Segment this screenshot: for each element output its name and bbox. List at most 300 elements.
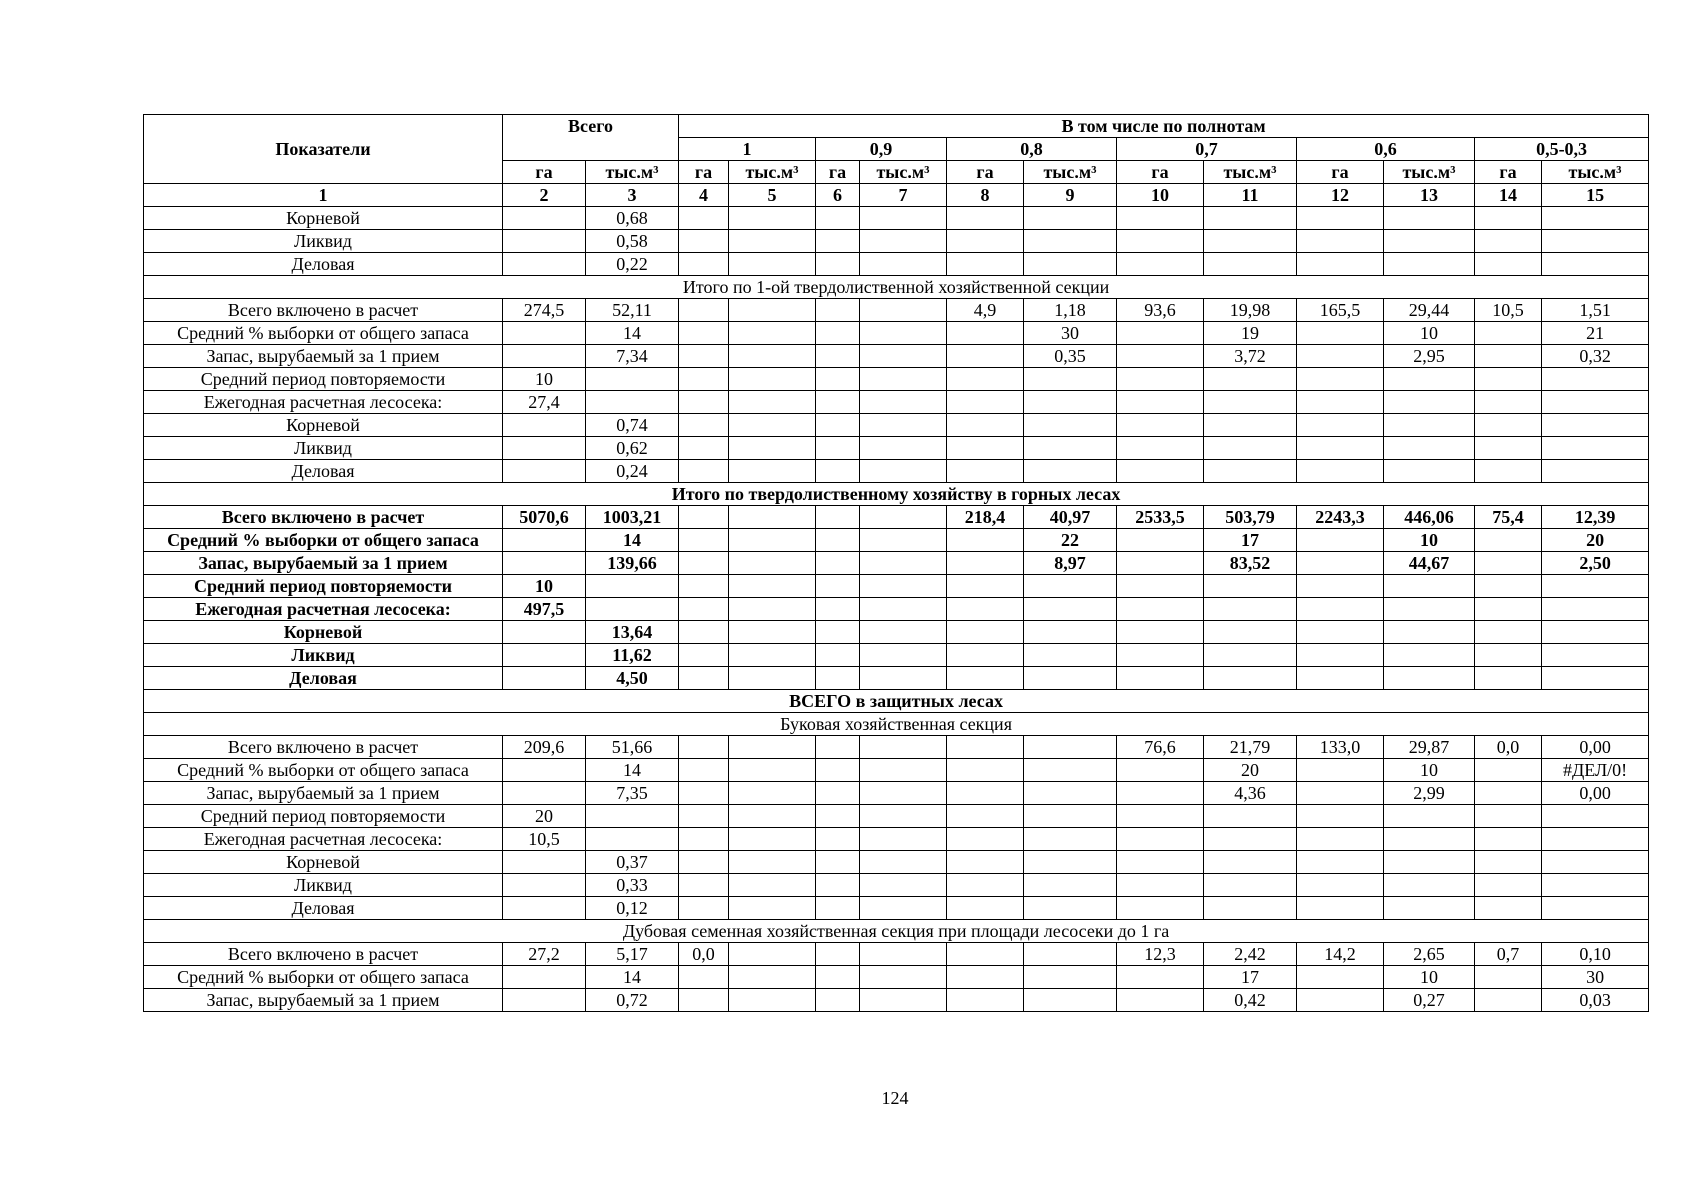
- column-number: 11: [1204, 184, 1297, 207]
- table-cell: 2533,5: [1117, 506, 1204, 529]
- table-cell: [1384, 575, 1475, 598]
- table-cell: [947, 644, 1024, 667]
- table-cell: 0,7: [1475, 943, 1542, 966]
- table-cell: [679, 253, 729, 276]
- density-header: 0,7: [1117, 138, 1297, 161]
- table-cell: [1024, 621, 1117, 644]
- table-cell: [679, 391, 729, 414]
- table-cell: [1204, 828, 1297, 851]
- table-cell: [947, 897, 1024, 920]
- table-cell: [1204, 805, 1297, 828]
- table-cell: [1024, 874, 1117, 897]
- table-cell: 83,52: [1204, 552, 1297, 575]
- table-cell: 0,24: [586, 460, 679, 483]
- table-cell: 19,98: [1204, 299, 1297, 322]
- table-cell: [816, 966, 860, 989]
- table-cell: [1117, 966, 1204, 989]
- column-number: 2: [503, 184, 586, 207]
- table-cell: [947, 736, 1024, 759]
- table-cell: [729, 759, 816, 782]
- table-cell: [1475, 989, 1542, 1012]
- table-cell: [816, 345, 860, 368]
- table-row: [144, 828, 1649, 851]
- row-indicator: Ликвид: [144, 230, 503, 253]
- row-indicator: Запас, вырубаемый за 1 прием: [144, 782, 503, 805]
- table-cell: 3,72: [1204, 345, 1297, 368]
- table-row: [144, 598, 1649, 621]
- table-cell: [1297, 759, 1384, 782]
- table-cell: [816, 575, 860, 598]
- column-number: 13: [1384, 184, 1475, 207]
- table-cell: [860, 943, 947, 966]
- table-cell: [1297, 253, 1384, 276]
- table-cell: [1542, 437, 1649, 460]
- table-cell: [1297, 782, 1384, 805]
- table-cell: [729, 667, 816, 690]
- table-row: [144, 391, 1649, 414]
- table-cell: [947, 575, 1024, 598]
- table-row: [144, 943, 1649, 966]
- table-cell: [816, 253, 860, 276]
- table-cell: [1542, 644, 1649, 667]
- table-cell: [947, 391, 1024, 414]
- table-row: [144, 552, 1649, 575]
- table-cell: [729, 368, 816, 391]
- table-cell: 0,12: [586, 897, 679, 920]
- table-cell: [1117, 437, 1204, 460]
- table-cell: [1297, 874, 1384, 897]
- table-cell: [1117, 667, 1204, 690]
- table-cell: [1475, 322, 1542, 345]
- table-cell: [1204, 437, 1297, 460]
- row-indicator: Деловая: [144, 667, 503, 690]
- table-cell: 0,42: [1204, 989, 1297, 1012]
- table-cell: [860, 207, 947, 230]
- table-cell: [586, 368, 679, 391]
- table-cell: 7,34: [586, 345, 679, 368]
- table-cell: [1024, 736, 1117, 759]
- row-indicator: Деловая: [144, 253, 503, 276]
- table-cell: [1024, 667, 1117, 690]
- row-indicator: Ежегодная расчетная лесосека:: [144, 828, 503, 851]
- section-title: Итого по 1-ой твердолиственной хозяйственной секции: [144, 276, 1649, 299]
- table-cell: [947, 966, 1024, 989]
- table-cell: 0,03: [1542, 989, 1649, 1012]
- table-cell: 446,06: [1384, 506, 1475, 529]
- table-cell: [1297, 575, 1384, 598]
- table-row: [144, 851, 1649, 874]
- table-cell: [729, 598, 816, 621]
- column-number: 10: [1117, 184, 1204, 207]
- table-cell: 20: [1204, 759, 1297, 782]
- table-cell: 8,97: [1024, 552, 1117, 575]
- section-row: [144, 276, 1649, 299]
- table-cell: [1024, 805, 1117, 828]
- table-cell: [1117, 621, 1204, 644]
- table-cell: [947, 552, 1024, 575]
- table-row: [144, 230, 1649, 253]
- table-cell: [947, 460, 1024, 483]
- table-cell: 14: [586, 322, 679, 345]
- column-number: 9: [1024, 184, 1117, 207]
- table-cell: [729, 989, 816, 1012]
- row-indicator: Всего включено в расчет: [144, 736, 503, 759]
- section-title: Дубовая семенная хозяйственная секция при площади лесосеки до 1 га: [144, 920, 1649, 943]
- table-cell: [586, 828, 679, 851]
- section-row: [144, 483, 1649, 506]
- table-cell: [816, 667, 860, 690]
- section-title: ВСЕГО в защитных лесах: [144, 690, 1649, 713]
- table-cell: 165,5: [1297, 299, 1384, 322]
- table-cell: [816, 644, 860, 667]
- table-cell: 0,62: [586, 437, 679, 460]
- table-cell: [679, 230, 729, 253]
- section-row: [144, 690, 1649, 713]
- table-cell: 2,99: [1384, 782, 1475, 805]
- table-cell: [860, 598, 947, 621]
- table-row: [144, 805, 1649, 828]
- row-indicator: Запас, вырубаемый за 1 прием: [144, 552, 503, 575]
- table-cell: [679, 989, 729, 1012]
- table-cell: [860, 621, 947, 644]
- table-cell: [1117, 874, 1204, 897]
- table-cell: [860, 782, 947, 805]
- table-row: [144, 414, 1649, 437]
- row-indicator: Ликвид: [144, 874, 503, 897]
- table-cell: [1297, 552, 1384, 575]
- table-cell: [1024, 943, 1117, 966]
- table-cell: [1117, 529, 1204, 552]
- table-cell: [1384, 437, 1475, 460]
- density-header: 0,9: [816, 138, 947, 161]
- table-cell: 1,51: [1542, 299, 1649, 322]
- table-cell: 12,3: [1117, 943, 1204, 966]
- table-cell: [1542, 598, 1649, 621]
- table-cell: [1024, 598, 1117, 621]
- table-cell: [1024, 897, 1117, 920]
- table-cell: [1024, 966, 1117, 989]
- table-cell: [1475, 460, 1542, 483]
- table-cell: 0,22: [586, 253, 679, 276]
- table-cell: [1475, 782, 1542, 805]
- table-cell: [1204, 897, 1297, 920]
- table-cell: 14: [586, 529, 679, 552]
- table-row: [144, 253, 1649, 276]
- table-cell: [503, 874, 586, 897]
- table-cell: [1024, 644, 1117, 667]
- table-cell: 27,2: [503, 943, 586, 966]
- table-cell: [1384, 828, 1475, 851]
- table-cell: [1542, 460, 1649, 483]
- table-cell: [503, 621, 586, 644]
- table-header: [144, 115, 1649, 207]
- table-cell: [679, 506, 729, 529]
- table-cell: [816, 391, 860, 414]
- table-cell: [947, 368, 1024, 391]
- table-cell: 20: [1542, 529, 1649, 552]
- table-cell: [586, 598, 679, 621]
- table-body: [144, 207, 1649, 1012]
- table-cell: 14,2: [1297, 943, 1384, 966]
- table-cell: [729, 460, 816, 483]
- unit-ha-header: га: [947, 161, 1024, 184]
- table-cell: 1,18: [1024, 299, 1117, 322]
- table-cell: [860, 253, 947, 276]
- table-cell: [816, 529, 860, 552]
- table-cell: [816, 460, 860, 483]
- table-cell: [1117, 322, 1204, 345]
- table-cell: 0,35: [1024, 345, 1117, 368]
- table-cell: [860, 805, 947, 828]
- table-cell: 52,11: [586, 299, 679, 322]
- unit-volume-header: тыс.м³: [1204, 161, 1297, 184]
- row-indicator: Средний % выборки от общего запаса: [144, 966, 503, 989]
- table-cell: [1542, 230, 1649, 253]
- table-cell: [816, 552, 860, 575]
- table-cell: [947, 621, 1024, 644]
- table-cell: [860, 736, 947, 759]
- table-cell: [1204, 851, 1297, 874]
- table-cell: 2,50: [1542, 552, 1649, 575]
- table-cell: [1475, 230, 1542, 253]
- table-cell: [860, 230, 947, 253]
- table-cell: [729, 805, 816, 828]
- table-cell: 0,00: [1542, 736, 1649, 759]
- row-indicator: Корневой: [144, 414, 503, 437]
- unit-ha-header: га: [1475, 161, 1542, 184]
- table-cell: [1297, 529, 1384, 552]
- table-cell: [1204, 874, 1297, 897]
- table-cell: [1117, 460, 1204, 483]
- table-cell: [1024, 253, 1117, 276]
- table-cell: [1475, 437, 1542, 460]
- table-cell: [1117, 759, 1204, 782]
- table-cell: 2,42: [1204, 943, 1297, 966]
- column-number: 3: [586, 184, 679, 207]
- table-cell: [503, 782, 586, 805]
- table-cell: 22: [1024, 529, 1117, 552]
- table-cell: [1542, 828, 1649, 851]
- table-cell: [1542, 621, 1649, 644]
- table-cell: [729, 391, 816, 414]
- table-cell: [1117, 805, 1204, 828]
- table-cell: [1384, 368, 1475, 391]
- table-row: [144, 322, 1649, 345]
- table-cell: [679, 897, 729, 920]
- table-cell: [1117, 782, 1204, 805]
- table-cell: [1475, 621, 1542, 644]
- table-row: [144, 736, 1649, 759]
- table-cell: [816, 943, 860, 966]
- table-cell: [1297, 989, 1384, 1012]
- table-cell: 0,0: [1475, 736, 1542, 759]
- table-cell: [503, 644, 586, 667]
- table-cell: [860, 322, 947, 345]
- table-cell: [679, 966, 729, 989]
- table-cell: [729, 782, 816, 805]
- table-cell: [1384, 851, 1475, 874]
- unit-ha-header: га: [1297, 161, 1384, 184]
- table-row: [144, 966, 1649, 989]
- header-indicators: Показатели: [144, 115, 503, 184]
- table-cell: [1475, 345, 1542, 368]
- table-cell: [503, 253, 586, 276]
- table-cell: [729, 345, 816, 368]
- unit-volume-header: тыс.м³: [1384, 161, 1475, 184]
- table-cell: [1117, 345, 1204, 368]
- table-cell: [1297, 805, 1384, 828]
- table-cell: [816, 897, 860, 920]
- table-cell: [679, 667, 729, 690]
- table-cell: [947, 828, 1024, 851]
- table-cell: [729, 644, 816, 667]
- table-cell: [947, 782, 1024, 805]
- table-cell: [1297, 598, 1384, 621]
- table-row: [144, 506, 1649, 529]
- table-cell: [1542, 874, 1649, 897]
- table-cell: [1024, 851, 1117, 874]
- table-cell: [1384, 391, 1475, 414]
- column-number: 8: [947, 184, 1024, 207]
- table-cell: 497,5: [503, 598, 586, 621]
- table-cell: [816, 805, 860, 828]
- table-cell: [860, 529, 947, 552]
- table-cell: [1117, 414, 1204, 437]
- table-cell: [947, 345, 1024, 368]
- table-cell: [947, 230, 1024, 253]
- table-cell: [860, 851, 947, 874]
- table-cell: [503, 759, 586, 782]
- table-cell: [860, 575, 947, 598]
- table-cell: [1117, 230, 1204, 253]
- table-cell: [1384, 253, 1475, 276]
- table-cell: [1024, 414, 1117, 437]
- table-cell: [1024, 828, 1117, 851]
- table-cell: 76,6: [1117, 736, 1204, 759]
- table-cell: [1117, 253, 1204, 276]
- table-cell: [1297, 414, 1384, 437]
- table-cell: 4,9: [947, 299, 1024, 322]
- table-cell: [1117, 207, 1204, 230]
- table-cell: 0,37: [586, 851, 679, 874]
- table-cell: [1542, 851, 1649, 874]
- table-cell: [1297, 345, 1384, 368]
- table-cell: 2243,3: [1297, 506, 1384, 529]
- table-cell: [1204, 207, 1297, 230]
- table-row: [144, 989, 1649, 1012]
- column-number: 14: [1475, 184, 1542, 207]
- table-cell: 10: [1384, 529, 1475, 552]
- row-indicator: Запас, вырубаемый за 1 прием: [144, 989, 503, 1012]
- table-cell: [1204, 598, 1297, 621]
- section-title: Буковая хозяйственная секция: [144, 713, 1649, 736]
- table-cell: [503, 322, 586, 345]
- table-cell: [1204, 391, 1297, 414]
- density-header: 0,6: [1297, 138, 1475, 161]
- unit-volume-header: тыс.м³: [860, 161, 947, 184]
- table-cell: [860, 437, 947, 460]
- table-cell: [1542, 575, 1649, 598]
- table-cell: [1297, 460, 1384, 483]
- table-cell: [1117, 828, 1204, 851]
- header-total: Всего: [503, 115, 679, 161]
- table-cell: [1384, 805, 1475, 828]
- table-cell: [1117, 989, 1204, 1012]
- table-cell: [503, 667, 586, 690]
- table-cell: [1024, 989, 1117, 1012]
- row-indicator: Средний период повторяемости: [144, 575, 503, 598]
- table-cell: 17: [1204, 966, 1297, 989]
- table-row: [144, 460, 1649, 483]
- table-row: [144, 575, 1649, 598]
- table-cell: 10,5: [503, 828, 586, 851]
- table-cell: [1475, 414, 1542, 437]
- table-cell: [947, 598, 1024, 621]
- table-cell: [1297, 966, 1384, 989]
- table-cell: [729, 506, 816, 529]
- table-cell: [816, 759, 860, 782]
- table-cell: [816, 207, 860, 230]
- table-cell: [860, 368, 947, 391]
- table-row: [144, 621, 1649, 644]
- column-number: 4: [679, 184, 729, 207]
- table-cell: [1297, 851, 1384, 874]
- table-cell: 29,87: [1384, 736, 1475, 759]
- row-indicator: Всего включено в расчет: [144, 943, 503, 966]
- table-cell: [860, 759, 947, 782]
- table-cell: [1024, 368, 1117, 391]
- table-row: [144, 299, 1649, 322]
- table-cell: [729, 552, 816, 575]
- unit-ha-header: га: [679, 161, 729, 184]
- table-cell: [729, 322, 816, 345]
- table-cell: [1204, 460, 1297, 483]
- table-row: [144, 782, 1649, 805]
- table-cell: 14: [586, 759, 679, 782]
- table-cell: [1297, 667, 1384, 690]
- table-cell: [1475, 805, 1542, 828]
- density-header: 0,8: [947, 138, 1117, 161]
- table-cell: [729, 230, 816, 253]
- table-cell: [816, 322, 860, 345]
- row-indicator: Средний период повторяемости: [144, 368, 503, 391]
- table-cell: [860, 414, 947, 437]
- table-cell: 0,74: [586, 414, 679, 437]
- table-cell: [1475, 207, 1542, 230]
- table-cell: [1297, 437, 1384, 460]
- table-cell: [860, 506, 947, 529]
- row-indicator: Ликвид: [144, 437, 503, 460]
- column-number: 6: [816, 184, 860, 207]
- table-cell: [860, 391, 947, 414]
- table-cell: 0,72: [586, 989, 679, 1012]
- table-cell: [816, 874, 860, 897]
- table-row: [144, 644, 1649, 667]
- table-cell: [503, 851, 586, 874]
- table-cell: [816, 230, 860, 253]
- table-cell: [1384, 897, 1475, 920]
- table-cell: [860, 460, 947, 483]
- table-cell: [816, 828, 860, 851]
- table-cell: [1117, 851, 1204, 874]
- table-cell: [816, 782, 860, 805]
- table-cell: [860, 828, 947, 851]
- table-cell: [860, 897, 947, 920]
- table-cell: [729, 253, 816, 276]
- section-row: [144, 920, 1649, 943]
- table-cell: [1475, 575, 1542, 598]
- section-title: Итого по твердолиственному хозяйству в горных лесах: [144, 483, 1649, 506]
